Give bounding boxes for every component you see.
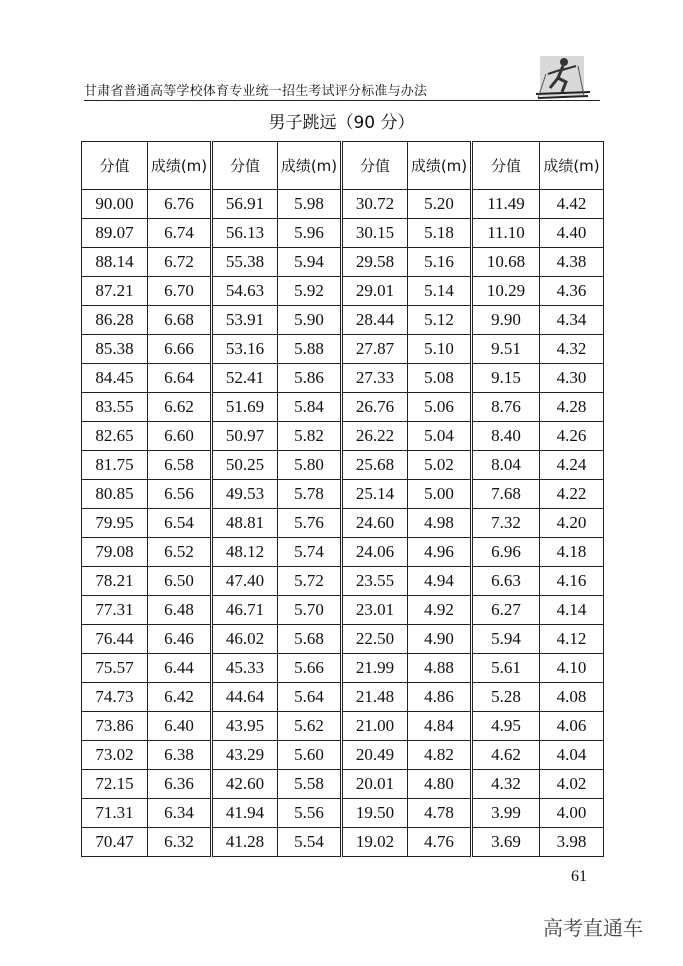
score-cell: 24.06 [342, 538, 408, 567]
result-cell: 5.80 [278, 451, 342, 480]
result-cell: 6.58 [148, 451, 212, 480]
score-cell: 81.75 [82, 451, 148, 480]
table-row [82, 451, 604, 480]
header-cell-result: 成绩(m) [278, 142, 342, 190]
result-cell: 6.70 [148, 277, 212, 306]
score-cell: 11.10 [472, 219, 540, 248]
table-row [82, 625, 604, 654]
score-cell: 48.81 [212, 509, 278, 538]
score-cell: 29.58 [342, 248, 408, 277]
result-cell: 5.64 [278, 683, 342, 712]
result-cell: 4.38 [540, 248, 604, 277]
result-cell: 5.06 [408, 393, 472, 422]
table-row [82, 480, 604, 509]
result-cell: 4.88 [408, 654, 472, 683]
score-cell: 6.63 [472, 567, 540, 596]
score-cell: 27.87 [342, 335, 408, 364]
score-cell: 5.94 [472, 625, 540, 654]
score-cell: 71.31 [82, 799, 148, 828]
table-row [82, 596, 604, 625]
result-cell: 4.20 [540, 509, 604, 538]
score-cell: 76.44 [82, 625, 148, 654]
result-cell: 5.54 [278, 828, 342, 857]
score-cell: 23.55 [342, 567, 408, 596]
result-cell: 6.48 [148, 596, 212, 625]
score-cell: 50.97 [212, 422, 278, 451]
score-cell: 77.31 [82, 596, 148, 625]
result-cell: 5.08 [408, 364, 472, 393]
score-cell: 30.15 [342, 219, 408, 248]
result-cell: 5.82 [278, 422, 342, 451]
result-cell: 6.44 [148, 654, 212, 683]
score-cell: 23.01 [342, 596, 408, 625]
result-cell: 5.84 [278, 393, 342, 422]
table-row [82, 219, 604, 248]
table-row [82, 393, 604, 422]
result-cell: 5.14 [408, 277, 472, 306]
score-cell: 70.47 [82, 828, 148, 857]
score-cell: 78.21 [82, 567, 148, 596]
result-cell: 4.30 [540, 364, 604, 393]
table-row [82, 828, 604, 857]
score-cell: 53.16 [212, 335, 278, 364]
result-cell: 4.42 [540, 190, 604, 219]
result-cell: 5.60 [278, 741, 342, 770]
result-cell: 6.36 [148, 770, 212, 799]
score-cell: 19.50 [342, 799, 408, 828]
result-cell: 5.16 [408, 248, 472, 277]
score-cell: 28.44 [342, 306, 408, 335]
result-cell: 6.76 [148, 190, 212, 219]
score-cell: 7.68 [472, 480, 540, 509]
page-number: 61 [571, 868, 587, 885]
result-cell: 4.02 [540, 770, 604, 799]
result-cell: 5.72 [278, 567, 342, 596]
result-cell: 6.72 [148, 248, 212, 277]
score-cell: 83.55 [82, 393, 148, 422]
score-cell: 46.71 [212, 596, 278, 625]
result-cell: 5.18 [408, 219, 472, 248]
score-cell: 51.69 [212, 393, 278, 422]
result-cell: 5.02 [408, 451, 472, 480]
result-cell: 6.74 [148, 219, 212, 248]
table-row [82, 712, 604, 741]
header-cell-result: 成绩(m) [540, 142, 604, 190]
score-cell: 73.86 [82, 712, 148, 741]
score-table [81, 141, 604, 857]
table-row [82, 538, 604, 567]
result-cell: 5.86 [278, 364, 342, 393]
score-cell: 27.33 [342, 364, 408, 393]
score-cell: 43.95 [212, 712, 278, 741]
result-cell: 4.34 [540, 306, 604, 335]
score-cell: 48.12 [212, 538, 278, 567]
header-cell-score: 分值 [212, 142, 278, 190]
score-cell: 9.51 [472, 335, 540, 364]
score-cell: 80.85 [82, 480, 148, 509]
score-cell: 8.76 [472, 393, 540, 422]
score-cell: 72.15 [82, 770, 148, 799]
result-cell: 5.96 [278, 219, 342, 248]
score-cell: 90.00 [82, 190, 148, 219]
result-cell: 6.40 [148, 712, 212, 741]
result-cell: 4.04 [540, 741, 604, 770]
score-cell: 30.72 [342, 190, 408, 219]
result-cell: 5.20 [408, 190, 472, 219]
result-cell: 5.10 [408, 335, 472, 364]
result-cell: 4.00 [540, 799, 604, 828]
result-cell: 6.62 [148, 393, 212, 422]
score-cell: 22.50 [342, 625, 408, 654]
result-cell: 6.56 [148, 480, 212, 509]
result-cell: 4.10 [540, 654, 604, 683]
result-cell: 5.92 [278, 277, 342, 306]
page-header [84, 76, 600, 102]
score-cell: 7.32 [472, 509, 540, 538]
score-cell: 44.64 [212, 683, 278, 712]
score-cell: 41.28 [212, 828, 278, 857]
result-cell: 5.98 [278, 190, 342, 219]
table-body [82, 190, 604, 857]
result-cell: 3.98 [540, 828, 604, 857]
score-cell: 56.13 [212, 219, 278, 248]
result-cell: 6.68 [148, 306, 212, 335]
result-cell: 5.94 [278, 248, 342, 277]
score-cell: 10.68 [472, 248, 540, 277]
table-row [82, 567, 604, 596]
score-cell: 8.40 [472, 422, 540, 451]
score-cell: 9.90 [472, 306, 540, 335]
score-cell: 8.04 [472, 451, 540, 480]
result-cell: 6.60 [148, 422, 212, 451]
table-row [82, 683, 604, 712]
header-cell-score: 分值 [342, 142, 408, 190]
result-cell: 5.78 [278, 480, 342, 509]
result-cell: 5.56 [278, 799, 342, 828]
score-cell: 6.27 [472, 596, 540, 625]
result-cell: 4.08 [540, 683, 604, 712]
score-cell: 26.22 [342, 422, 408, 451]
score-cell: 86.28 [82, 306, 148, 335]
score-cell: 4.32 [472, 770, 540, 799]
result-cell: 4.86 [408, 683, 472, 712]
result-cell: 4.82 [408, 741, 472, 770]
table-row [82, 190, 604, 219]
result-cell: 4.22 [540, 480, 604, 509]
score-cell: 26.76 [342, 393, 408, 422]
score-cell: 11.49 [472, 190, 540, 219]
result-cell: 4.24 [540, 451, 604, 480]
score-cell: 21.00 [342, 712, 408, 741]
result-cell: 6.52 [148, 538, 212, 567]
score-cell: 4.95 [472, 712, 540, 741]
score-cell: 20.49 [342, 741, 408, 770]
table-row [82, 335, 604, 364]
result-cell: 6.34 [148, 799, 212, 828]
result-cell: 5.66 [278, 654, 342, 683]
score-cell: 84.45 [82, 364, 148, 393]
result-cell: 4.84 [408, 712, 472, 741]
score-cell: 52.41 [212, 364, 278, 393]
score-cell: 50.25 [212, 451, 278, 480]
score-cell: 41.94 [212, 799, 278, 828]
result-cell: 4.28 [540, 393, 604, 422]
table-row [82, 364, 604, 393]
score-cell: 19.02 [342, 828, 408, 857]
header-cell-score: 分值 [82, 142, 148, 190]
score-cell: 73.02 [82, 741, 148, 770]
score-cell: 53.91 [212, 306, 278, 335]
score-cell: 3.99 [472, 799, 540, 828]
result-cell: 5.76 [278, 509, 342, 538]
score-cell: 85.38 [82, 335, 148, 364]
result-cell: 4.96 [408, 538, 472, 567]
header-cell-result: 成绩(m) [148, 142, 212, 190]
table-row [82, 248, 604, 277]
score-cell: 74.73 [82, 683, 148, 712]
score-cell: 20.01 [342, 770, 408, 799]
score-cell: 9.15 [472, 364, 540, 393]
result-cell: 5.12 [408, 306, 472, 335]
header-cell-score: 分值 [472, 142, 540, 190]
header-cell-result: 成绩(m) [408, 142, 472, 190]
score-cell: 56.91 [212, 190, 278, 219]
score-cell: 87.21 [82, 277, 148, 306]
result-cell: 6.64 [148, 364, 212, 393]
result-cell: 4.76 [408, 828, 472, 857]
table-row [82, 422, 604, 451]
result-cell: 5.68 [278, 625, 342, 654]
table-row [82, 654, 604, 683]
result-cell: 6.66 [148, 335, 212, 364]
score-cell: 24.60 [342, 509, 408, 538]
result-cell: 6.38 [148, 741, 212, 770]
score-cell: 46.02 [212, 625, 278, 654]
result-cell: 5.90 [278, 306, 342, 335]
score-cell: 43.29 [212, 741, 278, 770]
score-cell: 6.96 [472, 538, 540, 567]
header-title: 甘肃省普通高等学校体育专业统一招生考试评分标准与办法 [84, 84, 428, 99]
result-cell: 4.40 [540, 219, 604, 248]
score-cell: 5.61 [472, 654, 540, 683]
result-cell: 5.00 [408, 480, 472, 509]
result-cell: 6.54 [148, 509, 212, 538]
result-cell: 4.78 [408, 799, 472, 828]
result-cell: 4.98 [408, 509, 472, 538]
score-cell: 25.68 [342, 451, 408, 480]
result-cell: 4.94 [408, 567, 472, 596]
score-cell: 4.62 [472, 741, 540, 770]
result-cell: 5.04 [408, 422, 472, 451]
watermark: 高考直通车 [543, 916, 643, 940]
result-cell: 6.50 [148, 567, 212, 596]
score-cell: 21.48 [342, 683, 408, 712]
score-cell: 3.69 [472, 828, 540, 857]
result-cell: 5.88 [278, 335, 342, 364]
table-row [82, 741, 604, 770]
result-cell: 4.36 [540, 277, 604, 306]
score-cell: 79.95 [82, 509, 148, 538]
table-row [82, 509, 604, 538]
table-row [82, 306, 604, 335]
header-rule [84, 100, 600, 101]
result-cell: 6.46 [148, 625, 212, 654]
result-cell: 5.58 [278, 770, 342, 799]
result-cell: 4.90 [408, 625, 472, 654]
result-cell: 4.32 [540, 335, 604, 364]
result-cell: 5.74 [278, 538, 342, 567]
score-cell: 82.65 [82, 422, 148, 451]
result-cell: 4.80 [408, 770, 472, 799]
score-cell: 49.53 [212, 480, 278, 509]
score-cell: 75.57 [82, 654, 148, 683]
result-cell: 4.16 [540, 567, 604, 596]
table-row [82, 277, 604, 306]
table-header [82, 142, 604, 190]
result-cell: 5.62 [278, 712, 342, 741]
score-cell: 29.01 [342, 277, 408, 306]
table-row [82, 799, 604, 828]
skier-icon [534, 52, 592, 102]
table-title: 男子跳远（90 分） [268, 113, 415, 133]
result-cell: 4.12 [540, 625, 604, 654]
score-cell: 89.07 [82, 219, 148, 248]
result-cell: 5.70 [278, 596, 342, 625]
score-cell: 5.28 [472, 683, 540, 712]
result-cell: 4.26 [540, 422, 604, 451]
table-row [82, 770, 604, 799]
score-cell: 42.60 [212, 770, 278, 799]
score-cell: 45.33 [212, 654, 278, 683]
result-cell: 6.42 [148, 683, 212, 712]
score-cell: 25.14 [342, 480, 408, 509]
score-cell: 47.40 [212, 567, 278, 596]
score-cell: 79.08 [82, 538, 148, 567]
score-cell: 55.38 [212, 248, 278, 277]
score-cell: 10.29 [472, 277, 540, 306]
score-cell: 88.14 [82, 248, 148, 277]
result-cell: 6.32 [148, 828, 212, 857]
result-cell: 4.18 [540, 538, 604, 567]
result-cell: 4.92 [408, 596, 472, 625]
result-cell: 4.14 [540, 596, 604, 625]
header-row [82, 142, 604, 190]
score-cell: 21.99 [342, 654, 408, 683]
result-cell: 4.06 [540, 712, 604, 741]
score-cell: 54.63 [212, 277, 278, 306]
